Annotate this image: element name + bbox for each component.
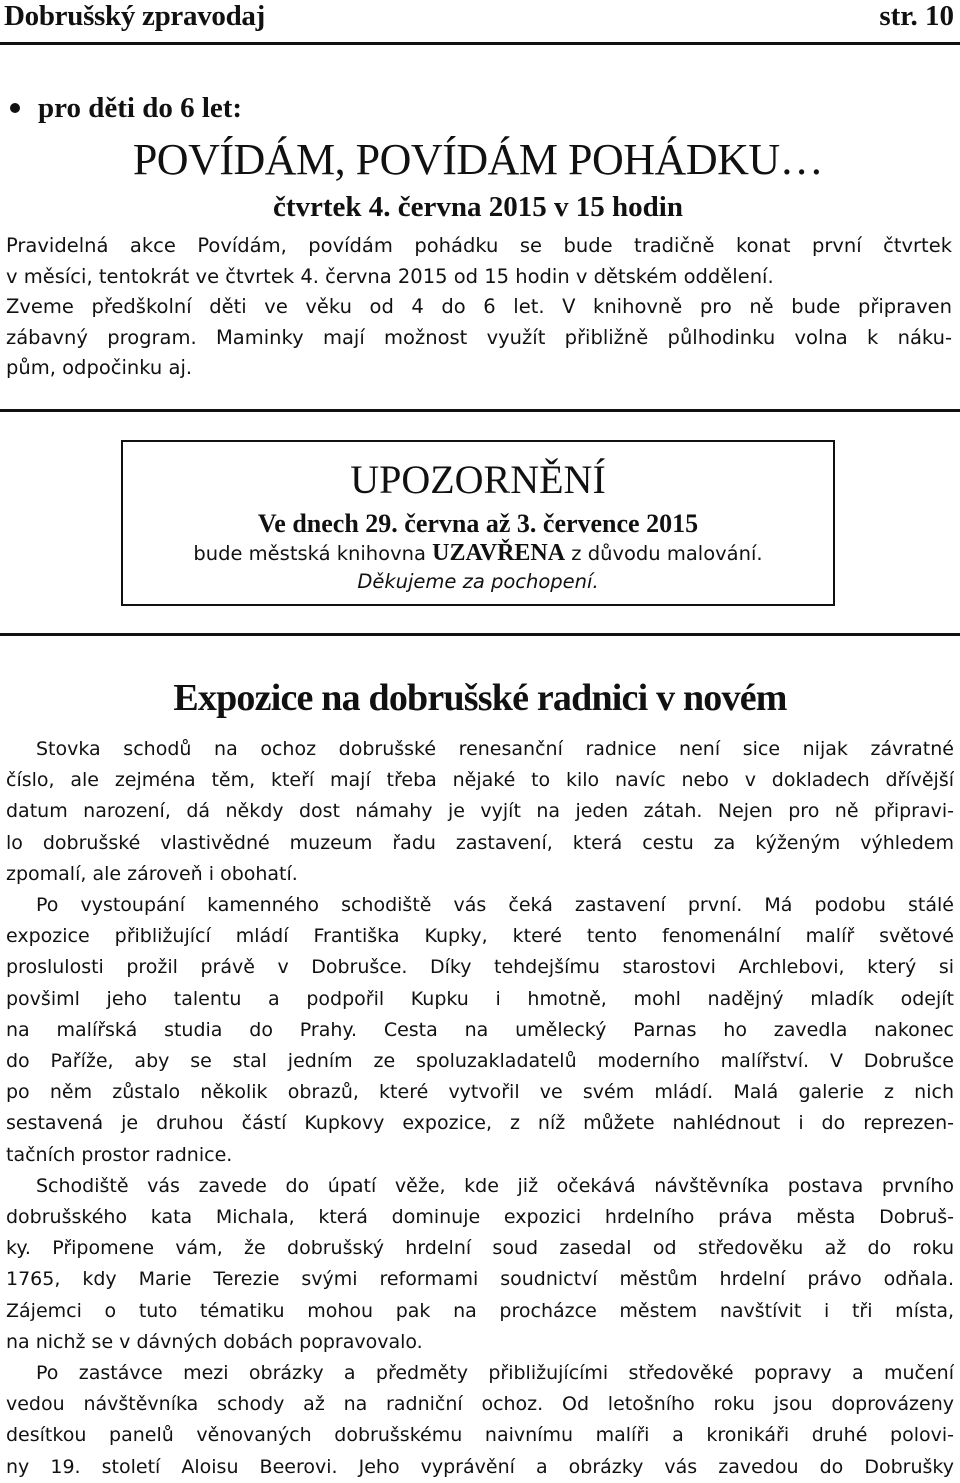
notice-thanks: Děkujeme za pochopení. [357,570,599,593]
article-line: číslo, ale zejména těm, kteří mají třeba nějaké to kilo navíc nebo v dokladech dřívější [6,769,954,792]
closure-notice [121,440,835,606]
article-line: proslulosti prožil právě v Dobrušce. Díky tehdejšímu starostovi Archlebovi, který si [6,956,954,979]
article-line: do Paříže, aby se stal jedním ze spoluzakladatelů moderního malířství. V Dobrušce [6,1050,954,1073]
article-line: Stovka schodů na ochoz dobrušské renesanční radnice není sice nijak závratné [36,738,954,760]
article-line: dobrušského kata Michala, která dominuje expozici hrdelního práva města Dobruš- [6,1206,954,1229]
article-line: expozice přibližující mládí Františka Kupky, které tento fenomenální malíř světové [6,925,954,948]
article-line: Zájemci o tuto tématiku mohou pak na procházce městem navštívit i tři místa, [6,1299,954,1322]
article-line: Po zastávce mezi obrázky a předměty přibližujícími středověké popravy a mučení [36,1362,954,1385]
notice-closed-word: UZAVŘENA [432,540,566,566]
section-divider [0,633,960,636]
article-line: Po vystoupání kamenného schodiště vás čeká zastavení první. Má podobu stálé [36,894,954,917]
bullet-icon [10,103,20,113]
event-line: zábavný program. Maminky mají možnost využít přibližně půlhodinku volna k náku- [6,325,952,349]
event-description [6,231,952,384]
article-line: povšiml jeho talentu a podpořil Kupku i hmotně, mohl nadějný mladík odejít [6,987,954,1010]
event-date: čtvrtek 4. června 2015 v 15 hodin [273,191,683,223]
article-line: po něm zůstalo několik obrazů, které vytvořil ve svém mládí. Malá galerie z nich [6,1081,954,1104]
article-line: ky. Připomene vám, že dobrušský hrdelní soud zasedal od středověku až do roku [6,1237,954,1260]
page-header [0,0,960,34]
event-title: POVÍDÁM, POVÍDÁM POHÁDKU… [132,135,824,184]
article-body [6,734,954,1483]
article-line: ny 19. století Aloisu Beerovi. Jeho vyprávění a obrázky vás zavedou do Dobrušky [6,1455,954,1478]
notice-message [123,540,833,567]
notice-dates: Ve dnech 29. června až 3. července 2015 [257,509,699,538]
article-line: vedou návštěvníka schody až na radniční ochoz. Od letošního roku jsou doprovázeny [6,1393,954,1416]
event-line: pům, odpočinku aj. [6,356,193,380]
article-line: desítkou panelů věnovaných dobrušskému naivnímu malíři a kronikáři druhé polovi- [6,1424,954,1447]
newsletter-title: Dobrušský zpravodaj [4,0,265,32]
audience-bullet [8,92,242,125]
article-line: lo dobrušské vlastivědné muzeum řadu zastavení, která cestu za kýženým výhledem [6,831,954,854]
section-divider [0,409,960,412]
notice-message-pre: bude městská knihovna [193,542,433,565]
article-line: sestavená je druhou částí Kupkovy expozice, z níž můžete nahlédnout i do reprezen- [6,1112,954,1135]
audience-label: pro děti do 6 let: [38,92,243,124]
article-line: zpomalí, ale zároveň i obohatí. [6,862,298,885]
article-title: Expozice na dobrušské radnici v novém [173,677,787,719]
header-divider [0,42,960,45]
article-line: Schodiště vás zavede do úpatí věže, kde již očekává návštěvníka postava prvního [36,1174,954,1197]
notice-title: UPOZORNĚNÍ [350,457,606,502]
page-number: str. 10 [879,0,954,32]
article-line: na malířská studia do Prahy. Cesta na umělecký Parnas ho zavedla nakonec [6,1018,954,1041]
article-line: 1765, kdy Marie Terezie svými reformami soudnictví městům hrdelní právo odňala. [6,1268,954,1291]
event-line: v měsíci, tentokrát ve čtvrtek 4. června 2015 od 15 hodin v dětském oddělení. [6,264,774,288]
article-line: datum narození, dá někdy dost námahy je vyjít na jeden zátah. Nejen pro ně připravi- [6,800,954,823]
article-line: tačních prostor radnice. [6,1143,233,1166]
event-line: Zveme předškolní děti ve věku od 4 do 6 let. V knihovně pro ně bude připraven [6,295,952,319]
article-line: na nichž se v dávných dobách popravovalo. [6,1330,423,1353]
event-line: Pravidelná akce Povídám, povídám pohádku se bude tradičně konat první čtvrtek [6,234,952,257]
notice-message-post: z důvodu malování. [565,542,763,565]
